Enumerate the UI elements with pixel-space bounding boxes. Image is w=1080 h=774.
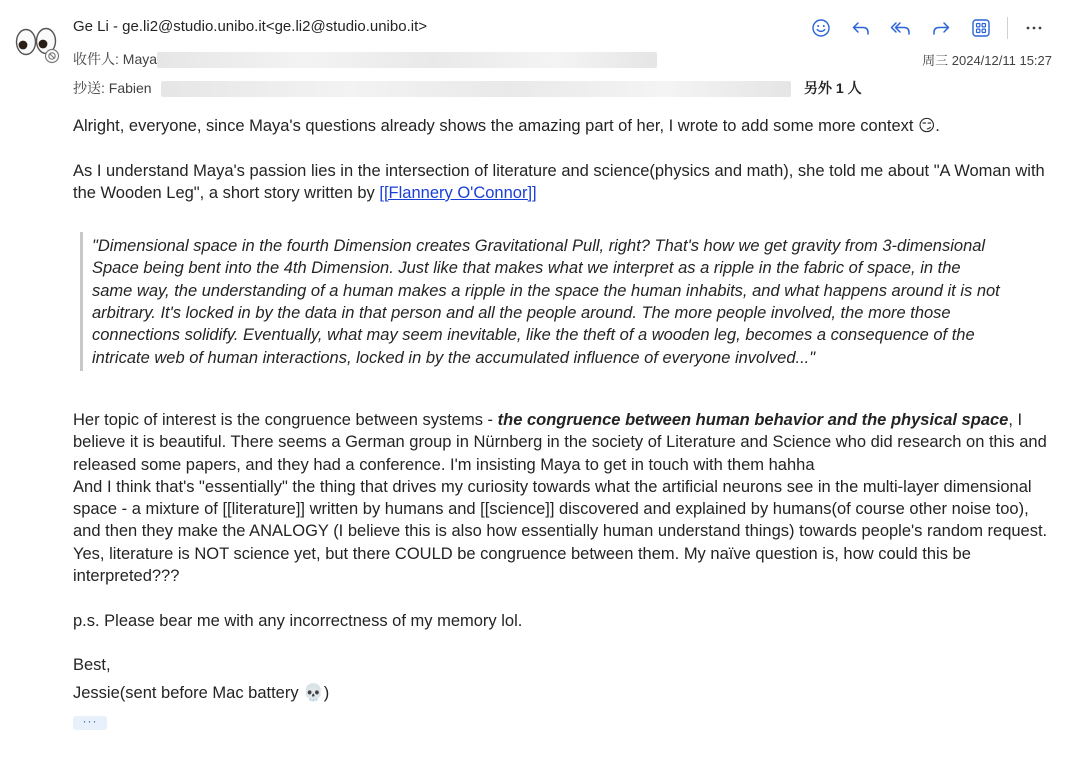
redacted-cc-recipients xyxy=(161,81,791,97)
emoji-reaction-button[interactable] xyxy=(801,14,841,42)
eyes-avatar-icon xyxy=(14,24,62,64)
sender-avatar[interactable] xyxy=(14,24,62,64)
author-link[interactable]: [[Flannery O'Connor]] xyxy=(379,183,537,202)
cc-recipient[interactable]: Fabien xyxy=(108,80,152,96)
toolbar-divider xyxy=(1007,17,1008,39)
to-label: 收件人: xyxy=(73,51,119,67)
more-actions-button[interactable] xyxy=(1014,14,1054,42)
redacted-recipients xyxy=(157,52,657,68)
message-body xyxy=(73,115,1053,731)
paragraph-context xyxy=(73,160,1053,205)
forward-button[interactable] xyxy=(921,14,961,42)
apps-icon xyxy=(971,18,991,38)
reply-button[interactable] xyxy=(841,14,881,42)
topic-emphasis: the congruence between human behavior and the physical space xyxy=(497,410,1009,429)
paragraph-ps: p.s. Please bear me with any incorrectness of my memory lol. xyxy=(73,611,523,630)
topic-text-end: , I believe it is beautiful. There seems a German group in Nürnberg in the society of Literature and Science who did research on this and released some papers, and they had a conference. I'm insisting Maya to get in touch with them hahha xyxy=(73,410,1047,474)
signature: Jessie(sent before Mac battery 💀) xyxy=(73,683,330,702)
reply-icon xyxy=(851,18,871,38)
sent-date: 周三 2024/12/11 15:27 xyxy=(922,53,1052,68)
paragraph-curiosity: And I think that's "essentially" the thing that drives my curiosity towards what the artificial neurons see in the multi-layer dimensional space - a mixture of [[literature]] written by humans and [[science]] discovered and explained by humans(of course other noise too), and then they make the ANALOGY (I believe this is also how essentially human understand things) towards people's random request. Yes, literature is NOT science yet, but there COULD be congruence between them. My naïve question is, how could this be interpreted??? xyxy=(73,477,1048,586)
reply-all-icon xyxy=(890,18,912,38)
paragraph-context-text: As I understand Maya's passion lies in the intersection of literature and science(physics and math), she told me about "A Woman with the Wooden Leg", a short story written by xyxy=(73,161,1045,202)
block-quote: "Dimensional space in the fourth Dimension creates Gravitational Pull, right? That's how we get gravity from 3-dimensional Space being bent into the 4th Dimension. Just like that makes what we interpret as a ripple in the fabric of space, in the same way, the understanding of a human makes a ripple in the space the human inhabits, and what happens around it is not arbitrary. It's locked in by the data in that person and all the people around. The more people involved, the more those connections solidify. Eventually, what may seem inevitable, like the theft of a wooden leg, becomes a consequence of the intricate web of human interactions, locked in by the accumulated influence of everyone involved..." xyxy=(80,232,1000,371)
other-recipients-link[interactable]: 另外 1 人 xyxy=(804,80,862,96)
topic-text-start: Her topic of interest is the congruence between systems - xyxy=(73,410,498,429)
to-recipient[interactable]: Maya xyxy=(122,51,158,67)
signoff: Best, xyxy=(73,656,111,675)
cc-row xyxy=(73,78,791,98)
paragraph-intro: Alright, everyone, since Maya's questions already shows the amazing part of her, I wrote to add some more context 😏. xyxy=(73,117,940,135)
forward-icon xyxy=(931,18,951,38)
paragraph-topic xyxy=(73,409,1053,476)
cc-label: 抄送: xyxy=(73,80,105,96)
show-trimmed-content-button[interactable]: ··· xyxy=(73,716,107,730)
more-icon xyxy=(1024,18,1044,38)
message-toolbar xyxy=(801,14,1054,42)
reply-all-button[interactable] xyxy=(881,14,921,42)
to-row xyxy=(73,49,657,69)
emoji-icon xyxy=(811,18,831,38)
sender-address[interactable]: Ge Li - ge.li2@studio.unibo.it<ge.li2@studio.unibo.it> xyxy=(73,18,428,35)
apps-button[interactable] xyxy=(961,14,1001,42)
